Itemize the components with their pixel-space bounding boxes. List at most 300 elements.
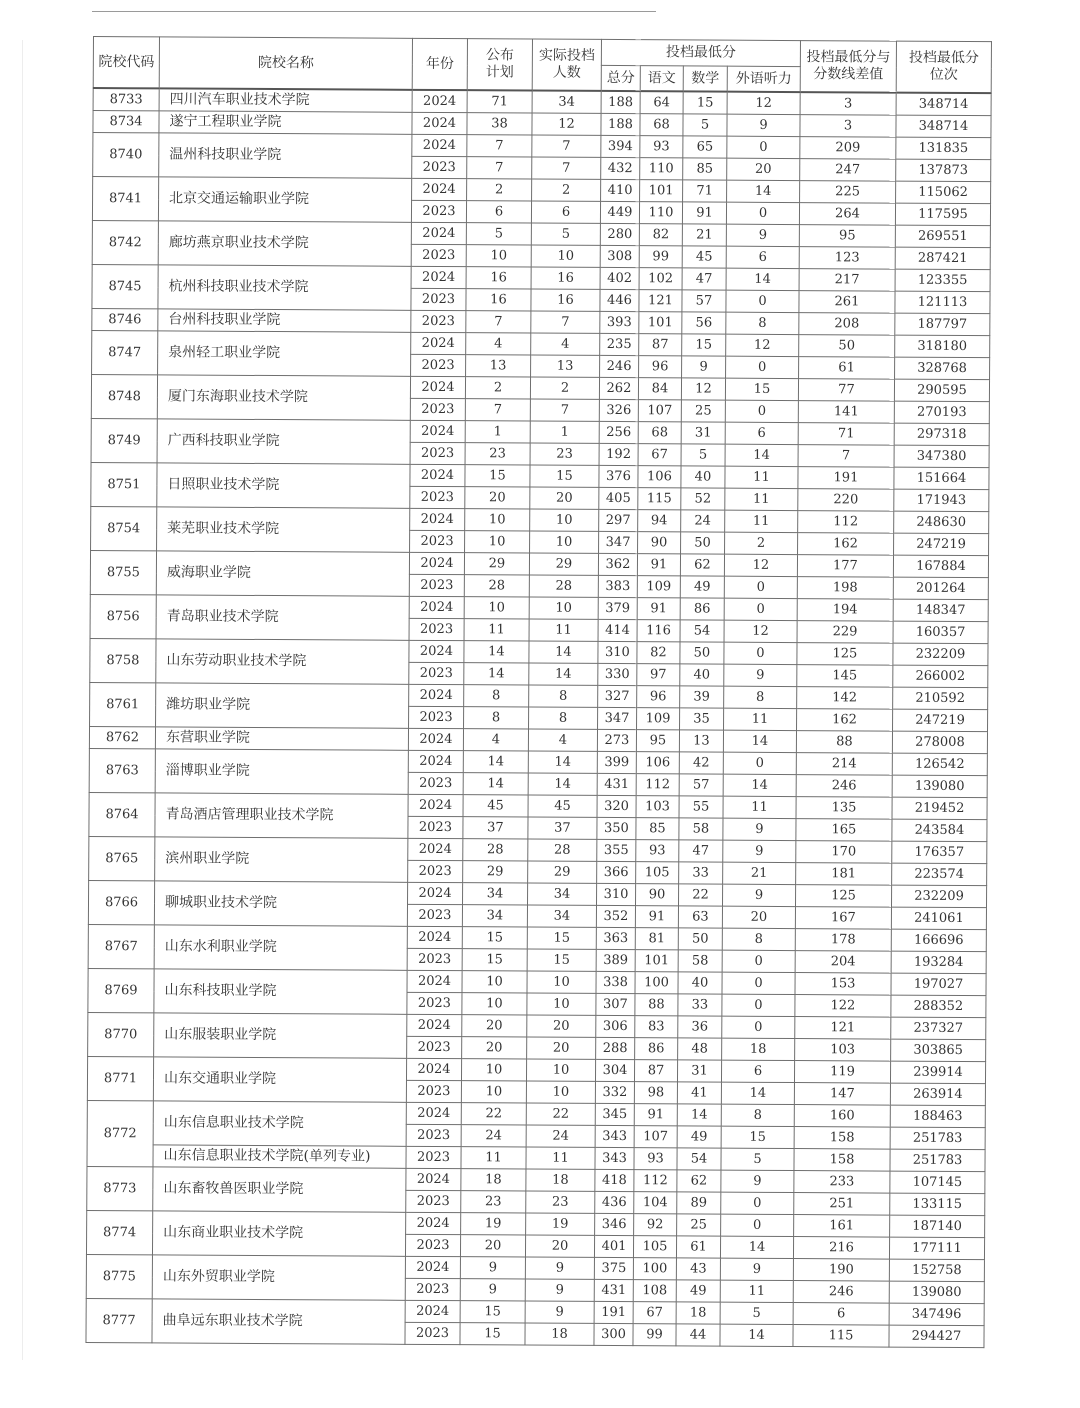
english-cell: 11 [720,1280,793,1302]
year-cell: 2023 [407,904,462,926]
chinese-cell: 82 [639,224,682,246]
rank-cell: 107145 [890,1171,985,1194]
diff-cell: 115 [793,1325,889,1348]
actual-cell: 28 [529,575,598,597]
chinese-cell: 104 [634,1192,677,1214]
actual-cell: 34 [527,905,596,927]
diff-cell: 112 [798,511,894,534]
rank-cell: 263914 [890,1083,985,1106]
table-row [88,968,986,995]
year-cell: 2023 [408,816,463,838]
plan-cell: 45 [463,795,528,817]
chinese-cell: 87 [639,334,682,356]
chinese-cell: 99 [633,1324,676,1346]
plan-cell: 37 [463,817,528,839]
math-cell: 40 [680,664,724,686]
chinese-cell: 81 [635,928,678,950]
total-cell: 343 [595,1125,634,1147]
diff-cell: 225 [800,181,896,204]
diff-cell: 147 [794,1083,890,1106]
school-code-cell: 8740 [93,133,159,177]
school-code-cell: 8770 [88,1012,154,1056]
school-code-cell: 8764 [89,792,155,836]
math-cell: 55 [679,796,723,818]
year-cell: 2024 [407,970,462,992]
chinese-cell: 92 [634,1214,677,1236]
plan-cell: 14 [464,641,529,663]
plan-cell: 34 [462,905,527,927]
total-cell: 280 [600,223,639,245]
chinese-cell: 99 [639,246,682,268]
math-cell: 14 [677,1104,721,1126]
total-cell: 375 [594,1257,633,1279]
scan-margin-line [22,40,23,1360]
math-cell: 54 [680,620,724,642]
year-cell: 2024 [411,332,466,354]
english-cell: 9 [720,1258,793,1280]
year-cell: 2024 [412,90,467,113]
year-cell: 2024 [411,266,466,288]
year-cell: 2024 [410,508,465,530]
rank-cell: 139080 [892,775,987,798]
plan-cell: 19 [461,1213,526,1235]
english-cell: 0 [726,202,799,224]
diff-cell: 204 [795,951,891,974]
total-cell: 363 [596,927,635,949]
year-cell: 2024 [407,926,462,948]
chinese-cell: 112 [636,774,679,796]
english-cell: 8 [721,1104,794,1126]
year-cell: 2024 [405,1300,460,1322]
math-cell: 49 [677,1126,721,1148]
english-cell: 8 [724,686,797,708]
table-body [86,88,991,1348]
total-cell: 188 [601,113,640,135]
plan-cell: 24 [461,1125,526,1147]
math-cell: 42 [679,752,723,774]
english-cell: 21 [723,862,796,884]
school-name-cell: 莱芜职业技术学院 [157,507,410,552]
rank-cell: 223574 [892,863,987,886]
diff-cell: 3 [800,92,896,115]
rank-cell: 270193 [894,401,989,424]
total-cell: 297 [599,509,638,531]
school-name-cell: 山东商业职业技术学院 [152,1211,405,1256]
table-row [89,748,987,775]
rank-cell: 247219 [894,533,989,556]
diff-cell: 122 [795,995,891,1018]
plan-cell: 7 [467,135,532,157]
year-cell: 2023 [409,662,464,684]
year-cell: 2023 [410,398,465,420]
actual-cell: 10 [527,993,596,1015]
table-row [87,1056,985,1083]
rank-cell: 303865 [891,1039,986,1062]
english-cell: 9 [726,224,799,246]
plan-cell: 10 [462,971,527,993]
diff-cell: 178 [795,929,891,952]
table-row [90,550,988,577]
school-name-cell: 山东外贸职业学院 [152,1255,405,1300]
rank-cell: 348714 [896,93,991,116]
plan-cell: 16 [466,267,531,289]
diff-cell: 125 [795,885,891,908]
chinese-cell: 101 [635,950,678,972]
actual-cell: 20 [525,1235,594,1257]
chinese-cell: 93 [640,136,683,158]
total-cell: 343 [595,1147,634,1169]
table-row [91,374,989,401]
school-name-cell: 山东畜牧兽医职业学院 [153,1167,406,1212]
english-cell: 14 [720,1324,793,1346]
chinese-cell: 93 [634,1148,677,1170]
school-name-cell: 山东交通职业学院 [153,1057,406,1102]
chinese-cell: 96 [637,686,680,708]
year-cell: 2023 [405,1322,460,1344]
math-cell: 50 [678,928,722,950]
english-cell: 9 [724,664,797,686]
total-cell: 347 [599,531,638,553]
math-cell: 58 [679,818,723,840]
math-cell: 40 [681,466,725,488]
rank-cell: 269551 [895,225,990,248]
english-cell: 5 [721,1148,794,1170]
rank-cell: 237327 [891,1017,986,1040]
chinese-cell: 90 [636,884,679,906]
chinese-cell: 67 [633,1302,676,1324]
english-cell: 14 [721,1082,794,1104]
actual-cell: 4 [531,333,600,355]
table-row [91,462,989,489]
school-code-cell: 8741 [92,177,158,221]
rank-cell: 187140 [890,1215,985,1238]
diff-cell: 158 [794,1127,890,1150]
chinese-cell: 64 [640,91,683,114]
plan-cell: 22 [461,1103,526,1125]
plan-cell: 15 [460,1301,525,1323]
english-cell: 0 [721,1214,794,1236]
school-name-cell: 廊坊燕京职业技术学院 [158,221,411,266]
school-code-cell: 8761 [90,682,156,726]
english-cell: 12 [724,554,797,576]
year-cell: 2024 [406,1058,461,1080]
total-cell: 432 [601,157,640,179]
school-code-cell: 8742 [92,220,158,264]
actual-cell: 22 [526,1103,595,1125]
math-cell: 57 [679,774,723,796]
actual-cell: 14 [528,751,597,773]
chinese-cell: 112 [634,1170,677,1192]
school-name-cell: 曲阜远东职业技术学院 [152,1299,405,1344]
plan-cell: 8 [464,685,529,707]
year-cell: 2023 [410,486,465,508]
table-row [88,924,986,951]
total-cell: 446 [600,289,639,311]
plan-cell: 10 [466,245,531,267]
chinese-cell: 105 [636,862,679,884]
school-code-cell: 8745 [92,264,158,308]
english-cell: 15 [725,378,798,400]
diff-cell: 190 [793,1259,889,1282]
diff-cell: 214 [796,753,892,776]
year-cell: 2024 [409,684,464,706]
plan-cell: 6 [466,201,531,223]
diff-cell: 95 [799,225,895,248]
table-row [89,836,987,863]
header-chinese: 语文 [640,66,683,92]
english-cell: 14 [723,774,796,796]
english-cell: 5 [720,1302,793,1324]
rank-cell: 288352 [891,995,986,1018]
math-cell: 58 [678,950,722,972]
english-cell: 0 [726,356,799,378]
plan-cell: 29 [463,861,528,883]
actual-cell: 2 [530,377,599,399]
year-cell: 2023 [409,706,464,728]
total-cell: 327 [598,685,637,707]
math-cell: 89 [677,1192,721,1214]
diff-cell: 181 [796,863,892,886]
plan-cell: 10 [461,1081,526,1103]
total-cell: 418 [595,1169,634,1191]
english-cell: 0 [722,1016,795,1038]
actual-cell: 19 [526,1213,595,1235]
rank-cell: 232209 [891,885,986,908]
english-cell: 9 [727,114,800,136]
admission-score-table [85,36,992,1348]
actual-cell: 13 [531,355,600,377]
math-cell: 5 [683,114,727,136]
total-cell: 246 [600,355,639,377]
table-row [93,133,991,160]
table-row [87,1100,985,1127]
school-code-cell: 8755 [90,550,156,594]
actual-cell: 15 [527,949,596,971]
english-cell: 20 [727,158,800,180]
math-cell: 12 [681,378,725,400]
year-cell: 2024 [410,376,465,398]
year-cell: 2024 [409,552,464,574]
school-name-cell: 广西科技职业学院 [157,419,410,464]
chinese-cell: 101 [640,180,683,202]
actual-cell: 11 [529,619,598,641]
diff-cell: 170 [796,841,892,864]
plan-cell: 15 [462,949,527,971]
diff-cell: 7 [798,445,894,468]
table-row [90,682,988,709]
actual-cell: 10 [531,245,600,267]
rank-cell: 251783 [890,1127,985,1150]
chinese-cell: 100 [633,1258,676,1280]
diff-cell: 125 [797,643,893,666]
plan-cell: 5 [466,223,531,245]
chinese-cell: 86 [635,1038,678,1060]
plan-cell: 34 [463,883,528,905]
chinese-cell: 91 [637,598,680,620]
school-code-cell: 8746 [92,308,158,330]
chinese-cell: 106 [636,752,679,774]
rank-cell: 123355 [895,269,990,292]
diff-cell: 6 [793,1303,889,1326]
math-cell: 50 [680,642,724,664]
diff-cell: 208 [799,313,895,336]
total-cell: 346 [595,1213,634,1235]
total-cell: 379 [598,597,637,619]
actual-cell: 10 [529,597,598,619]
year-cell: 2023 [411,310,466,332]
rank-cell: 318180 [895,335,990,358]
total-cell: 431 [597,773,636,795]
school-name-cell: 聊城职业技术学院 [154,881,407,926]
total-cell: 431 [594,1279,633,1301]
rank-cell: 171943 [894,489,989,512]
plan-cell: 38 [467,113,532,135]
year-cell: 2023 [406,1124,461,1146]
rank-cell: 139080 [889,1281,984,1304]
diff-cell: 162 [798,533,894,556]
year-cell: 2023 [406,1080,461,1102]
table-row [92,220,990,247]
table-row [87,1210,985,1237]
total-cell: 449 [600,201,639,223]
chinese-cell: 84 [638,378,681,400]
english-cell: 11 [725,466,798,488]
actual-cell: 15 [530,465,599,487]
rank-cell: 347380 [894,445,989,468]
rank-cell: 177111 [889,1237,984,1260]
plan-cell: 1 [465,421,530,443]
diff-cell: 103 [795,1039,891,1062]
math-cell: 15 [682,334,726,356]
math-cell: 47 [679,840,723,862]
school-code-cell: 8748 [91,374,157,418]
rank-cell: 151664 [894,467,989,490]
diff-cell: 88 [796,731,892,754]
chinese-cell: 98 [634,1082,677,1104]
actual-cell: 20 [527,1015,596,1037]
rank-cell: 348714 [896,115,991,138]
school-name-cell: 四川汽车职业技术学院 [159,88,412,112]
rank-cell: 266002 [893,665,988,688]
math-cell: 22 [678,884,722,906]
math-cell: 65 [683,136,727,158]
plan-cell: 20 [460,1235,525,1257]
chinese-cell: 105 [633,1236,676,1258]
diff-cell: 247 [800,159,896,182]
total-cell: 402 [600,267,639,289]
diff-cell: 209 [800,137,896,160]
rank-cell: 152758 [889,1259,984,1282]
total-cell: 352 [596,905,635,927]
plan-cell: 4 [466,333,531,355]
total-cell: 399 [597,751,636,773]
rank-cell: 187797 [895,313,990,336]
plan-cell: 10 [465,531,530,553]
actual-cell: 29 [528,861,597,883]
total-cell: 401 [594,1235,633,1257]
rank-cell: 297318 [894,423,989,446]
year-cell: 2024 [406,1102,461,1124]
actual-cell: 10 [530,509,599,531]
actual-cell: 10 [526,1081,595,1103]
year-cell: 2023 [410,442,465,464]
plan-cell: 10 [464,597,529,619]
rank-cell: 176357 [892,841,987,864]
year-cell: 2023 [411,200,466,222]
school-code-cell: 8777 [86,1298,152,1342]
school-code-cell: 8765 [89,836,155,880]
english-cell: 0 [724,598,797,620]
actual-cell: 34 [528,883,597,905]
english-cell: 0 [724,642,797,664]
rank-cell: 201264 [893,577,988,600]
actual-cell: 7 [531,311,600,333]
chinese-cell: 85 [636,818,679,840]
math-cell: 18 [676,1302,720,1324]
header-rank: 投档最低分位次 [896,41,991,93]
school-code-cell: 8772 [87,1100,153,1166]
school-code-cell: 8773 [87,1166,153,1210]
diff-cell: 167 [795,907,891,930]
english-cell: 0 [724,576,797,598]
diff-cell: 142 [797,687,893,710]
plan-cell: 15 [462,927,527,949]
total-cell: 330 [598,663,637,685]
english-cell: 0 [721,1192,794,1214]
total-cell: 308 [600,245,639,267]
year-cell: 2024 [405,1256,460,1278]
chinese-cell: 93 [636,840,679,862]
chinese-cell: 102 [639,268,682,290]
math-cell: 57 [682,290,726,312]
plan-cell: 18 [461,1169,526,1191]
plan-cell: 23 [465,443,530,465]
chinese-cell: 82 [637,642,680,664]
diff-cell: 233 [794,1171,890,1194]
math-cell: 63 [678,906,722,928]
rank-cell: 115062 [896,181,991,204]
total-cell: 366 [597,861,636,883]
math-cell: 61 [676,1236,720,1258]
math-cell: 49 [680,576,724,598]
actual-cell: 8 [529,685,598,707]
english-cell: 9 [723,818,796,840]
chinese-cell: 110 [640,158,683,180]
english-cell: 12 [726,334,799,356]
year-cell: 2024 [410,420,465,442]
english-cell: 9 [721,1170,794,1192]
total-cell: 320 [597,795,636,817]
chinese-cell: 121 [639,290,682,312]
table-row [88,1012,986,1039]
diff-cell: 220 [798,489,894,512]
rank-cell: 166696 [891,929,986,952]
actual-cell: 34 [532,91,601,114]
total-cell: 304 [595,1059,634,1081]
total-cell: 326 [599,399,638,421]
school-code-cell: 8771 [87,1056,153,1100]
actual-cell: 14 [529,663,598,685]
header-math: 数学 [683,66,727,92]
header-year: 年份 [412,38,467,90]
school-name-cell: 滨州职业学院 [155,837,408,882]
school-name-cell: 青岛酒店管理职业技术学院 [155,793,408,838]
diff-cell: 198 [797,577,893,600]
school-name-cell: 山东服装职业学院 [154,1013,407,1058]
table-row [91,506,989,533]
rank-cell: 197027 [891,973,986,996]
year-cell: 2023 [409,574,464,596]
